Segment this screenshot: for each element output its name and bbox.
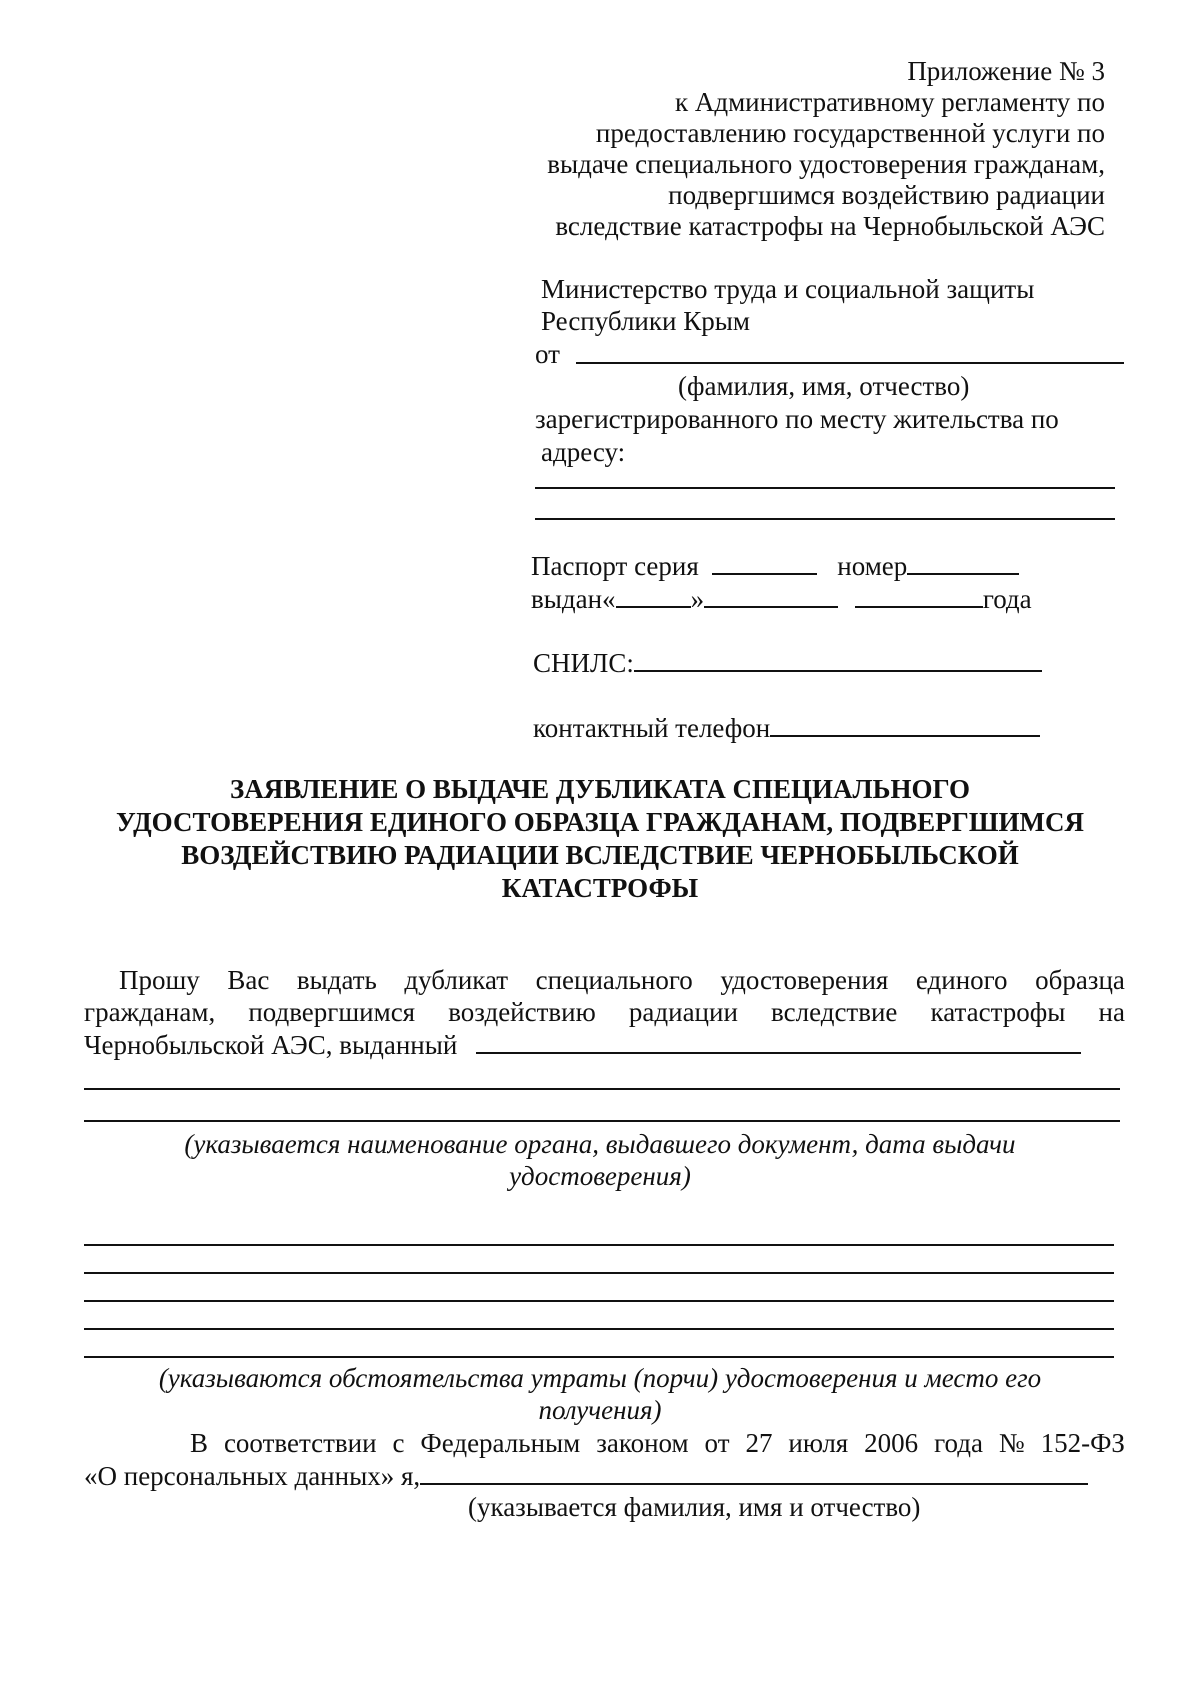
snils-label: СНИЛС: [533, 648, 634, 678]
from-label: от [535, 339, 560, 369]
word: воздействию [448, 997, 596, 1027]
year-label: года [982, 584, 1032, 614]
passport-number-field[interactable] [907, 549, 1019, 575]
word: подвергшимся [248, 997, 416, 1027]
word: образца [1035, 965, 1125, 995]
registered-line: зарегистрированного по месту жительства по [535, 404, 1059, 434]
title-line: ВОЗДЕЙСТВИЮ РАДИАЦИИ ВСЛЕДСТВИЕ ЧЕРНОБЫЛЬСКОЙ [181, 840, 1019, 870]
issued-day-field[interactable] [616, 582, 691, 608]
word: единого [915, 965, 1008, 995]
word: В [190, 1428, 209, 1458]
word: Федеральным [420, 1428, 581, 1458]
loss-field-4[interactable] [84, 1328, 1114, 1330]
title-line: ЗАЯВЛЕНИЕ О ВЫДАЧЕ ДУБЛИКАТА СПЕЦИАЛЬНОГО [229, 774, 971, 804]
word: выдать [296, 965, 377, 995]
word: года [934, 1428, 983, 1458]
word: Вас [227, 965, 270, 995]
appendix-line: выдаче специального удостоверения гражданам, [547, 149, 1105, 179]
issued-by-label: Чернобыльской АЭС, выданный [84, 1030, 458, 1060]
consent-hint: (указывается фамилия, имя и отчество) [468, 1492, 921, 1522]
issuer-field-2[interactable] [84, 1120, 1120, 1122]
word: на [1098, 997, 1125, 1027]
request-line [84, 1028, 1081, 1061]
word: катастрофы [930, 997, 1066, 1027]
ministry-line: Республики Крым [541, 306, 750, 336]
word: удостоверения [720, 965, 889, 995]
appendix-line: к Административному регламенту по [674, 87, 1105, 117]
loss-hint: (указываются обстоятельства утраты (порчи) удостоверения и место его [158, 1363, 1042, 1393]
word: от [704, 1428, 730, 1458]
issuer-field-1[interactable] [84, 1088, 1120, 1090]
passport-number-label: номер [837, 551, 908, 581]
appendix-line: подвергшимся воздействию радиации [668, 180, 1105, 210]
loss-hint: получения) [538, 1395, 662, 1425]
word: Прошу [119, 965, 200, 995]
request-line [119, 964, 1125, 996]
snils-field[interactable] [634, 646, 1042, 672]
appendix-line: Приложение № 3 [907, 56, 1105, 86]
loss-field-1[interactable] [84, 1244, 1114, 1246]
issuer-hint: (указывается наименование органа, выдавшего документ, дата выдачи [184, 1129, 1016, 1159]
issued-month-field[interactable] [704, 582, 838, 608]
passport-row [531, 549, 1019, 582]
consent-fio-field[interactable] [420, 1459, 1088, 1485]
consent-line [190, 1427, 1125, 1459]
passport-series-label: Паспорт серия [531, 551, 699, 581]
address-field-2[interactable] [535, 518, 1115, 520]
address-field-1[interactable] [535, 487, 1115, 489]
consent-label: «О персональных данных» я, [84, 1461, 421, 1491]
phone-field[interactable] [770, 711, 1040, 737]
word: 2006 [864, 1428, 919, 1458]
word: специального [535, 965, 693, 995]
phone-row [533, 711, 1040, 744]
word: законом [596, 1428, 689, 1458]
word: радиации [628, 997, 738, 1027]
title-line: УДОСТОВЕРЕНИЯ ЕДИНОГО ОБРАЗЦА ГРАЖДАНАМ, ПОДВЕРГШИМСЯ [115, 807, 1084, 837]
word: дубликат [404, 965, 509, 995]
word: 152-ФЗ [1040, 1428, 1125, 1458]
phone-label: контактный телефон [533, 713, 771, 743]
snils-row [533, 646, 1042, 679]
loss-field-5[interactable] [84, 1356, 1114, 1358]
issuer-hint: удостоверения) [509, 1161, 691, 1191]
issued-year-field[interactable] [855, 582, 983, 608]
fio-field[interactable] [576, 362, 1124, 364]
ministry-line: Министерство труда и социальной защиты [541, 274, 1035, 304]
request-line [84, 996, 1125, 1028]
word: вследствие [771, 997, 898, 1027]
word: 27 [745, 1428, 773, 1458]
issued-label: выдан« [531, 584, 616, 614]
title-line: КАТАСТРОФЫ [501, 873, 699, 903]
issued-by-field[interactable] [476, 1028, 1081, 1054]
word: июля [788, 1428, 849, 1458]
word: гражданам, [84, 997, 216, 1027]
issued-close: » [690, 584, 705, 614]
word: с [392, 1428, 405, 1458]
consent-line [84, 1459, 1088, 1492]
issued-row [531, 582, 1032, 615]
registered-line: адресу: [541, 437, 626, 467]
loss-field-2[interactable] [84, 1272, 1114, 1274]
appendix-line: предоставлению государственной услуги по [595, 118, 1105, 148]
word: № [998, 1428, 1025, 1458]
passport-series-field[interactable] [712, 549, 817, 575]
loss-field-3[interactable] [84, 1300, 1114, 1302]
appendix-line: вследствие катастрофы на Чернобыльской АЭС [555, 211, 1105, 241]
fio-hint: (фамилия, имя, отчество) [678, 371, 970, 401]
word: соответствии [223, 1428, 377, 1458]
